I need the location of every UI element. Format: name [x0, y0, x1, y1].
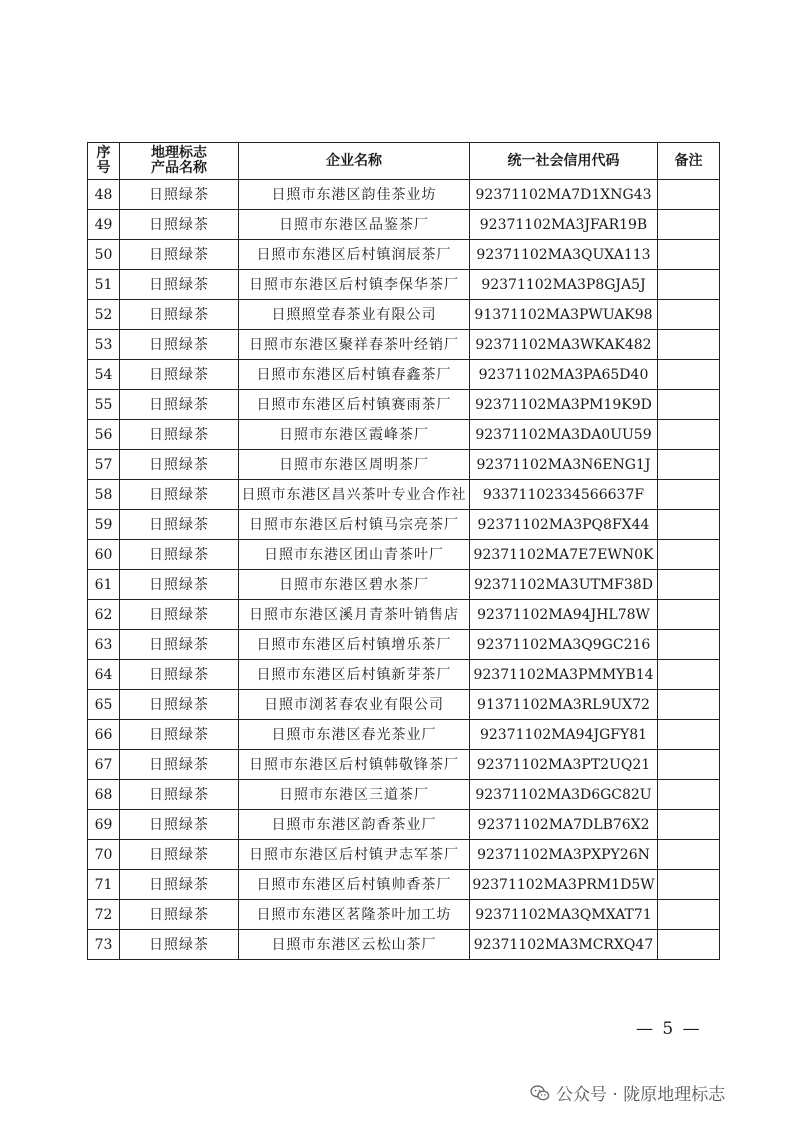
table-row	[88, 360, 720, 390]
row-company: 日照市东港区韵香茶业厂	[239, 810, 470, 840]
row-note	[658, 300, 720, 330]
row-note	[658, 870, 720, 900]
row-note	[658, 360, 720, 390]
row-seq: 58	[88, 480, 120, 510]
table-row	[88, 750, 720, 780]
table-row	[88, 660, 720, 690]
row-seq: 52	[88, 300, 120, 330]
row-product: 日照绿茶	[120, 450, 239, 480]
table-row	[88, 480, 720, 510]
row-credit-code: 92371102MA3PQ8FX44	[470, 510, 658, 540]
row-company: 日照市东港区溪月青茶叶销售店	[239, 600, 470, 630]
row-credit-code: 92371102MA3DA0UU59	[470, 420, 658, 450]
row-company: 日照市浏茗春农业有限公司	[239, 690, 470, 720]
row-seq: 49	[88, 210, 120, 240]
row-credit-code: 93371102334566637F	[470, 480, 658, 510]
row-note	[658, 720, 720, 750]
row-product: 日照绿茶	[120, 540, 239, 570]
row-seq: 61	[88, 570, 120, 600]
row-seq: 55	[88, 390, 120, 420]
table-row	[88, 840, 720, 870]
table-row	[88, 210, 720, 240]
row-product: 日照绿茶	[120, 180, 239, 210]
row-seq: 54	[88, 360, 120, 390]
table-row	[88, 330, 720, 360]
row-company: 日照市东港区后村镇尹志军茶厂	[239, 840, 470, 870]
row-credit-code: 92371102MA7D1XNG43	[470, 180, 658, 210]
row-note	[658, 480, 720, 510]
row-company: 日照照堂春茶业有限公司	[239, 300, 470, 330]
row-seq: 64	[88, 660, 120, 690]
row-note	[658, 210, 720, 240]
row-note	[658, 600, 720, 630]
table-header-row	[88, 143, 720, 180]
table-row	[88, 270, 720, 300]
row-credit-code: 92371102MA3QUXA113	[470, 240, 658, 270]
table-row	[88, 870, 720, 900]
row-credit-code: 91371102MA3RL9UX72	[470, 690, 658, 720]
header-product: 地理标志产品名称	[120, 143, 239, 180]
row-seq: 57	[88, 450, 120, 480]
table-row	[88, 930, 720, 960]
row-note	[658, 540, 720, 570]
row-product: 日照绿茶	[120, 210, 239, 240]
row-seq: 53	[88, 330, 120, 360]
row-product: 日照绿茶	[120, 600, 239, 630]
row-company: 日照市东港区三道茶厂	[239, 780, 470, 810]
row-credit-code: 92371102MA3PT2UQ21	[470, 750, 658, 780]
row-seq: 71	[88, 870, 120, 900]
row-company: 日照市东港区霞峰茶厂	[239, 420, 470, 450]
row-note	[658, 930, 720, 960]
row-credit-code: 92371102MA3MCRXQ47	[470, 930, 658, 960]
table-row	[88, 570, 720, 600]
row-credit-code: 92371102MA3PMMYB14	[470, 660, 658, 690]
row-note	[658, 270, 720, 300]
row-seq: 65	[88, 690, 120, 720]
row-credit-code: 92371102MA3JFAR19B	[470, 210, 658, 240]
row-seq: 72	[88, 900, 120, 930]
row-credit-code: 92371102MA7E7EWN0K	[470, 540, 658, 570]
row-company: 日照市东港区后村镇春鑫茶厂	[239, 360, 470, 390]
row-note	[658, 240, 720, 270]
row-note	[658, 510, 720, 540]
row-product: 日照绿茶	[120, 480, 239, 510]
row-company: 日照市东港区云松山茶厂	[239, 930, 470, 960]
table-row	[88, 240, 720, 270]
table-row	[88, 180, 720, 210]
row-product: 日照绿茶	[120, 390, 239, 420]
row-note	[658, 570, 720, 600]
row-seq: 56	[88, 420, 120, 450]
watermark	[530, 1080, 725, 1105]
table-row	[88, 510, 720, 540]
row-company: 日照市东港区昌兴茶叶专业合作社	[239, 480, 470, 510]
row-product: 日照绿茶	[120, 690, 239, 720]
row-note	[658, 630, 720, 660]
row-seq: 73	[88, 930, 120, 960]
row-note	[658, 810, 720, 840]
watermark-text: 公众号 · 陇原地理标志	[556, 1085, 726, 1105]
row-note	[658, 180, 720, 210]
row-company: 日照市东港区品鉴茶厂	[239, 210, 470, 240]
row-company: 日照市东港区韵佳茶业坊	[239, 180, 470, 210]
row-credit-code: 92371102MA3UTMF38D	[470, 570, 658, 600]
header-company: 企业名称	[239, 143, 470, 180]
row-product: 日照绿茶	[120, 930, 239, 960]
row-seq: 68	[88, 780, 120, 810]
row-product: 日照绿茶	[120, 840, 239, 870]
row-product: 日照绿茶	[120, 270, 239, 300]
row-seq: 60	[88, 540, 120, 570]
row-product: 日照绿茶	[120, 360, 239, 390]
row-company: 日照市东港区后村镇赛雨茶厂	[239, 390, 470, 420]
row-credit-code: 92371102MA7DLB76X2	[470, 810, 658, 840]
row-credit-code: 92371102MA3PRM1D5W	[470, 870, 658, 900]
page-number: — 5 —	[636, 1019, 702, 1039]
row-seq: 48	[88, 180, 120, 210]
row-seq: 69	[88, 810, 120, 840]
row-company: 日照市东港区后村镇李保华茶厂	[239, 270, 470, 300]
table-row	[88, 540, 720, 570]
row-note	[658, 660, 720, 690]
row-product: 日照绿茶	[120, 750, 239, 780]
row-company: 日照市东港区茗隆茶叶加工坊	[239, 900, 470, 930]
row-credit-code: 92371102MA3PA65D40	[470, 360, 658, 390]
enterprise-table	[87, 142, 720, 960]
row-seq: 62	[88, 600, 120, 630]
row-seq: 59	[88, 510, 120, 540]
table-row	[88, 420, 720, 450]
row-product: 日照绿茶	[120, 900, 239, 930]
row-credit-code: 92371102MA3PXPY26N	[470, 840, 658, 870]
row-note	[658, 780, 720, 810]
row-seq: 50	[88, 240, 120, 270]
table-row	[88, 900, 720, 930]
row-product: 日照绿茶	[120, 630, 239, 660]
row-company: 日照市东港区后村镇增乐茶厂	[239, 630, 470, 660]
row-company: 日照市东港区后村镇帅香茶厂	[239, 870, 470, 900]
row-seq: 66	[88, 720, 120, 750]
row-note	[658, 690, 720, 720]
row-note	[658, 450, 720, 480]
table-row	[88, 720, 720, 750]
table-row	[88, 780, 720, 810]
row-credit-code: 92371102MA3D6GC82U	[470, 780, 658, 810]
row-credit-code: 92371102MA3N6ENG1J	[470, 450, 658, 480]
table-row	[88, 600, 720, 630]
row-product: 日照绿茶	[120, 240, 239, 270]
row-product: 日照绿茶	[120, 330, 239, 360]
row-seq: 67	[88, 750, 120, 780]
row-credit-code: 92371102MA3QMXAT71	[470, 900, 658, 930]
row-credit-code: 92371102MA94JGFY81	[470, 720, 658, 750]
row-seq: 63	[88, 630, 120, 660]
row-credit-code: 92371102MA3Q9GC216	[470, 630, 658, 660]
row-credit-code: 92371102MA3WKAK482	[470, 330, 658, 360]
wechat-icon	[530, 1084, 550, 1102]
row-company: 日照市东港区后村镇韩敬锋茶厂	[239, 750, 470, 780]
table-body	[88, 180, 720, 960]
table-row	[88, 630, 720, 660]
row-note	[658, 390, 720, 420]
row-product: 日照绿茶	[120, 570, 239, 600]
row-product: 日照绿茶	[120, 810, 239, 840]
row-company: 日照市东港区周明茶厂	[239, 450, 470, 480]
table-row	[88, 810, 720, 840]
table-row	[88, 450, 720, 480]
table-row	[88, 690, 720, 720]
row-note	[658, 750, 720, 780]
table-row	[88, 390, 720, 420]
header-code: 统一社会信用代码	[470, 143, 658, 180]
row-credit-code: 91371102MA3PWUAK98	[470, 300, 658, 330]
row-note	[658, 900, 720, 930]
row-product: 日照绿茶	[120, 870, 239, 900]
row-credit-code: 92371102MA3PM19K9D	[470, 390, 658, 420]
row-credit-code: 92371102MA3P8GJA5J	[470, 270, 658, 300]
row-product: 日照绿茶	[120, 510, 239, 540]
row-company: 日照市东港区春光茶业厂	[239, 720, 470, 750]
row-company: 日照市东港区后村镇新芽茶厂	[239, 660, 470, 690]
table-row	[88, 300, 720, 330]
row-product: 日照绿茶	[120, 300, 239, 330]
row-seq: 51	[88, 270, 120, 300]
row-product: 日照绿茶	[120, 780, 239, 810]
row-product: 日照绿茶	[120, 420, 239, 450]
row-credit-code: 92371102MA94JHL78W	[470, 600, 658, 630]
row-company: 日照市东港区后村镇润辰茶厂	[239, 240, 470, 270]
header-note: 备注	[658, 143, 720, 180]
row-company: 日照市东港区后村镇马宗亮茶厂	[239, 510, 470, 540]
row-seq: 70	[88, 840, 120, 870]
row-company: 日照市东港区聚祥春茶叶经销厂	[239, 330, 470, 360]
row-product: 日照绿茶	[120, 720, 239, 750]
row-note	[658, 330, 720, 360]
row-company: 日照市东港区团山青茶叶厂	[239, 540, 470, 570]
row-note	[658, 840, 720, 870]
row-product: 日照绿茶	[120, 660, 239, 690]
row-note	[658, 420, 720, 450]
header-seq: 序号	[88, 143, 120, 180]
row-company: 日照市东港区碧水茶厂	[239, 570, 470, 600]
